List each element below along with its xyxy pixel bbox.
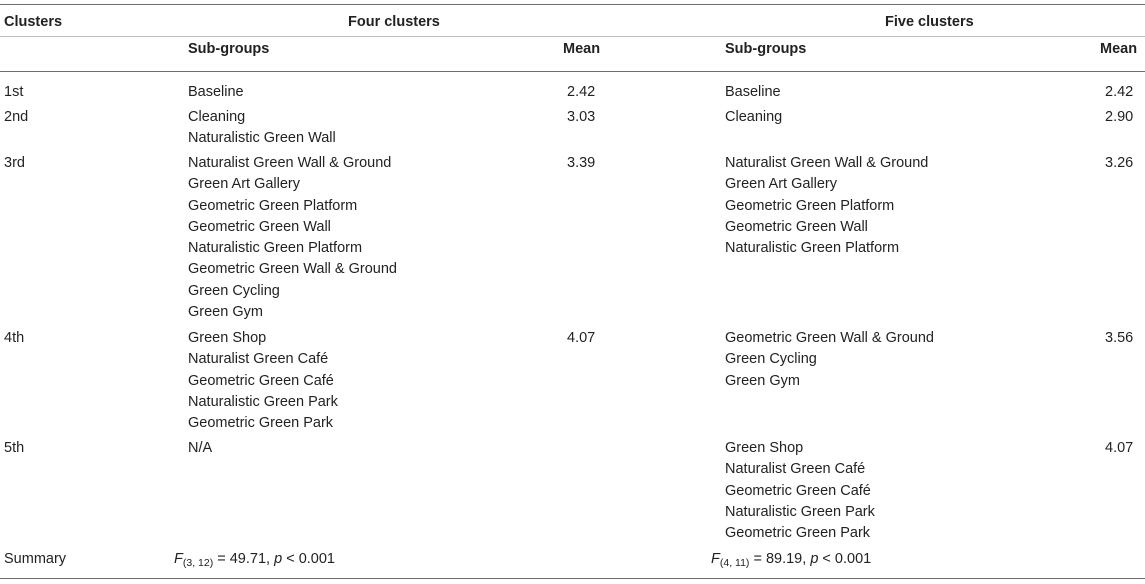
degrees-of-freedom: (4, 11) (719, 557, 750, 569)
four-sub-groups (188, 328, 338, 434)
sub-group: Green Cycling (188, 282, 280, 299)
sub-group: Cleaning (725, 109, 783, 125)
header-four-clusters: Four clusters (348, 14, 440, 30)
p-value: < 0.001 (818, 551, 872, 567)
sub-group: Geometric Green Wall & Ground (188, 261, 397, 278)
sub-group: Geometric Green Platform (725, 197, 895, 214)
f-value: = 89.19, (749, 551, 811, 567)
sub-group: Green Gym (188, 304, 263, 321)
sub-group: Naturalist Green Café (725, 461, 866, 478)
sub-group: Geometric Green Park (188, 415, 334, 432)
sub-group: Naturalist Green Wall & Ground (725, 155, 929, 171)
sub-group: Cleaning (188, 109, 246, 125)
sub-group: Green Art Gallery (725, 176, 838, 193)
sub-group: Green Gym (725, 372, 800, 389)
sub-group: N/A (188, 440, 213, 456)
cluster-label: 4th (4, 330, 25, 346)
sub-group: Naturalistic Green Platform (725, 240, 900, 257)
sub-group: Naturalistic Green Park (725, 503, 875, 520)
header-rule-2 (0, 71, 1145, 72)
header-four-mean: Mean (563, 41, 601, 57)
four-mean: 3.03 (567, 109, 596, 125)
sub-group: Geometric Green Wall & Ground (725, 330, 934, 346)
sub-group: Geometric Green Wall (188, 218, 331, 235)
sub-group: Geometric Green Platform (188, 197, 358, 214)
five-sub-groups (725, 107, 782, 128)
p-symbol: p (810, 551, 819, 567)
sub-group: Naturalistic Green Wall (188, 130, 336, 147)
header-five-sub-groups: Sub-groups (725, 41, 807, 57)
cluster-label: 1st (4, 84, 24, 100)
four-mean: 3.39 (567, 155, 596, 171)
p-value: < 0.001 (282, 551, 335, 567)
summary-label: Summary (4, 551, 67, 567)
sub-group: Geometric Green Wall (725, 218, 868, 235)
degrees-of-freedom: (3, 12) (182, 557, 214, 569)
sub-group: Green Cycling (725, 351, 817, 368)
f-symbol: F (711, 551, 720, 567)
sub-group: Baseline (725, 84, 781, 100)
f-value: = 49.71, (213, 551, 275, 567)
sub-group: Geometric Green Park (725, 525, 871, 542)
header-clusters: Clusters (4, 14, 63, 30)
sub-group: Naturalist Green Café (188, 351, 329, 368)
cluster-label: 2nd (4, 109, 29, 125)
sub-group: Green Shop (188, 330, 267, 346)
p-symbol: p (274, 551, 283, 567)
four-sub-groups (188, 153, 397, 323)
five-sub-groups (725, 82, 781, 103)
five-mean: 3.26 (1105, 155, 1134, 171)
five-sub-groups (725, 328, 934, 392)
cluster-label: 3rd (4, 155, 25, 171)
sub-group: Naturalistic Green Platform (188, 240, 363, 257)
four-summary-stat (174, 549, 335, 570)
four-sub-groups (188, 438, 212, 459)
four-sub-groups (188, 82, 244, 103)
five-sub-groups (725, 153, 928, 259)
four-mean: 2.42 (567, 84, 596, 100)
five-mean: 4.07 (1105, 440, 1134, 456)
five-summary-stat (711, 549, 871, 570)
five-mean: 3.56 (1105, 330, 1134, 346)
four-mean: 4.07 (567, 330, 596, 346)
four-sub-groups (188, 107, 336, 150)
sub-group: Naturalistic Green Park (188, 393, 338, 410)
top-rule (0, 4, 1145, 5)
f-symbol: F (174, 551, 183, 567)
sub-group: Naturalist Green Wall & Ground (188, 155, 392, 171)
sub-group: Green Art Gallery (188, 176, 301, 193)
header-rule-1 (0, 36, 1145, 37)
sub-group: Geometric Green Café (725, 482, 871, 499)
sub-group: Geometric Green Café (188, 372, 334, 389)
bottom-rule (0, 578, 1145, 579)
cluster-label: 5th (4, 440, 25, 456)
sub-group: Green Shop (725, 440, 804, 456)
header-five-clusters: Five clusters (885, 14, 974, 30)
five-mean: 2.42 (1105, 84, 1134, 100)
header-four-sub-groups: Sub-groups (188, 41, 270, 57)
five-mean: 2.90 (1105, 109, 1134, 125)
sub-group: Baseline (188, 84, 244, 100)
five-sub-groups (725, 438, 875, 544)
header-five-mean: Mean (1100, 41, 1138, 57)
